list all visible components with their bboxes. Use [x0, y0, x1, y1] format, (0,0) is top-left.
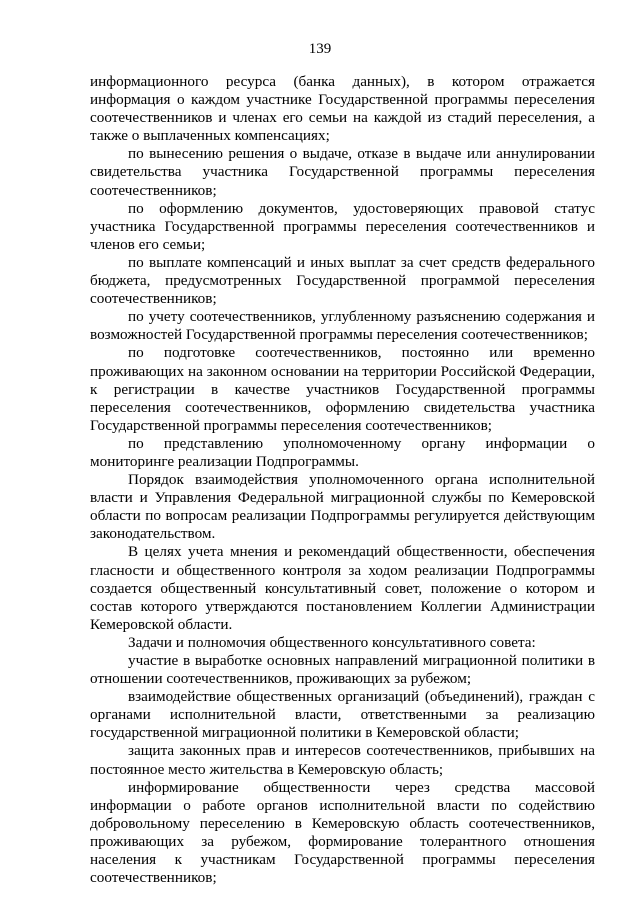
paragraph: по вынесению решения о выдаче, отказе в выдаче или аннулировании свидетельства участника Государственной программы переселения соотечественников;	[90, 145, 595, 199]
paragraph: взаимодействие общественных организаций (объединений), граждан с органами исполнительной власти, ответственными за реализацию государственной миграционной политики в Кемеровской области;	[90, 688, 595, 742]
paragraph: Задачи и полномочия общественного консультативного совета:	[128, 633, 536, 651]
paragraph: по представлению уполномоченному органу информации о мониторинге реализации Подпрограммы.	[90, 434, 595, 470]
page-number: 139	[308, 41, 332, 57]
paragraph: по подготовке соотечественников, постоянно или временно проживающих на законном основании на территории Российской Федерации, к регистрации в качестве участников Государственной программы переселения соотечественников, оформлению свидетельства участника Государственной программы переселения соотечественников;	[90, 344, 595, 434]
paragraph: Порядок взаимодействия уполномоченного органа исполнительной власти и Управления Федеральной миграционной службы по Кемеровской области по вопросам реализации Подпрограммы регулируется действующим законодательством.	[90, 471, 595, 543]
paragraph: защита законных прав и интересов соотечественников, прибывших на постоянное место жительства в Кемеровскую область;	[90, 742, 595, 778]
paragraph: по оформлению документов, удостоверяющих правовой статус участника Государственной программы переселения соотечественников и членов его семьи;	[90, 199, 595, 253]
document-body	[90, 73, 595, 887]
paragraph: участие в выработке основных направлений миграционной политики в отношении соотечественников, проживающих за рубежом;	[90, 652, 595, 688]
paragraph: информирование общественности через средства массовой информации о работе органов исполнительной власти по содействию добровольному переселению в Кемеровскую область соотечественников, проживающих за рубежом, формирование толерантного отношения населения к участникам Государственной программы переселения соотечественников;	[90, 778, 595, 887]
paragraph: по учету соотечественников, углубленному разъяснению содержания и возможностей Государственной программы переселения соотечественников;	[90, 308, 595, 344]
paragraph: В целях учета мнения и рекомендаций общественности, обеспечения гласности и общественного контроля за ходом реализации Подпрограммы создается общественный консультативный совет, положение о котором и состав которого утверждаются постановлением Коллегии Администрации Кемеровской области.	[90, 543, 595, 633]
paragraph: по выплате компенсаций и иных выплат за счет средств федерального бюджета, предусмотренных Государственной программой переселения соотечественников;	[90, 253, 595, 308]
paragraph: информационного ресурса (банка данных), в котором отражается информация о каждом участнике Государственной программы переселения соотечественников и членах его семьи на каждой из стадий переселения, а также о выплаченных компенсациях;	[90, 73, 595, 145]
